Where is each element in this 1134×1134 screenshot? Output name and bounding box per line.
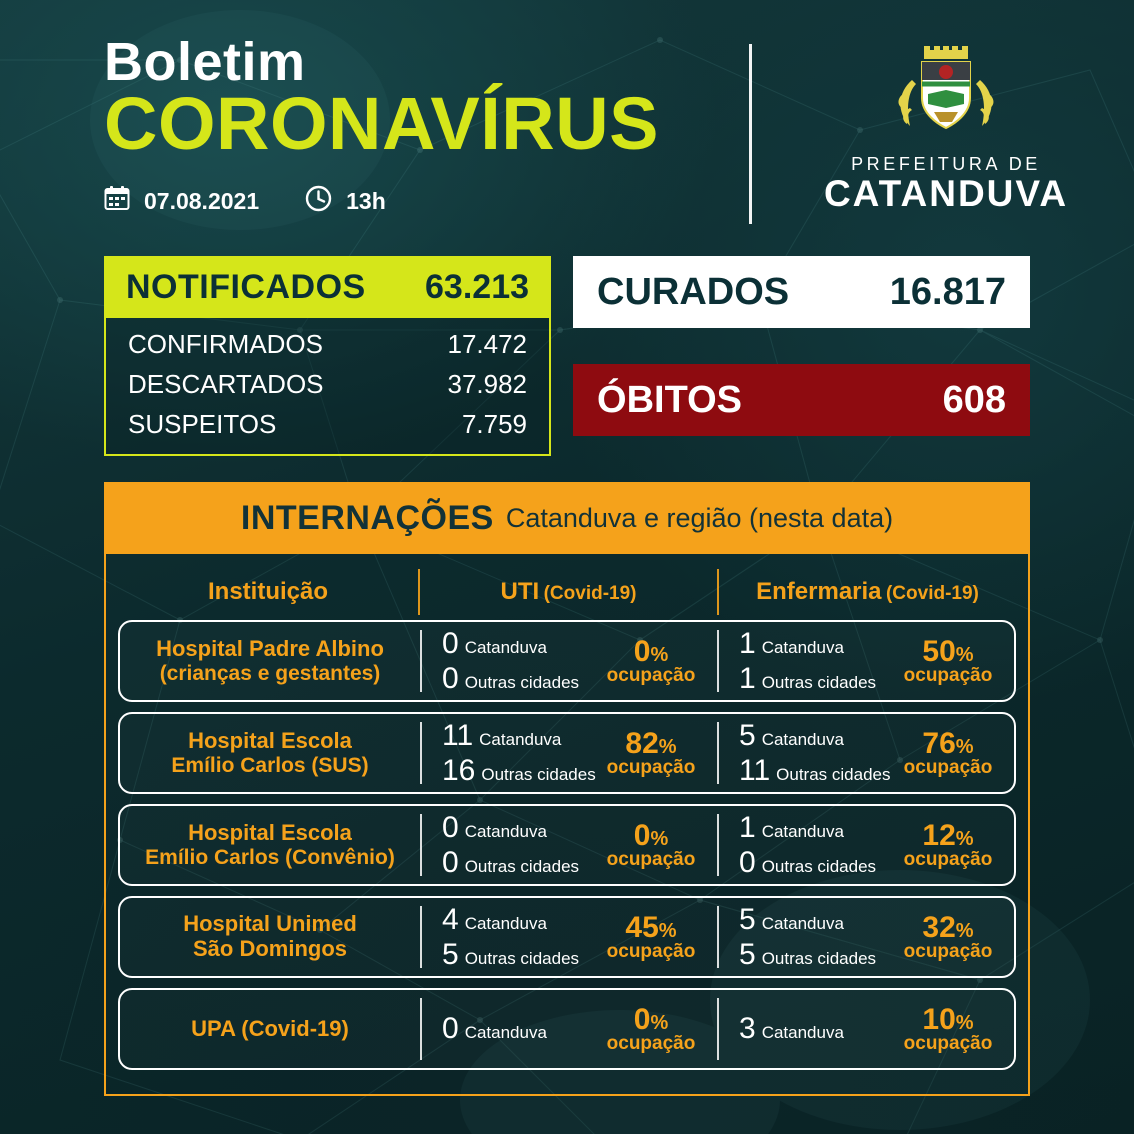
- curados-box: [573, 256, 1030, 328]
- notificados-breakdown: [104, 318, 551, 456]
- report-date: 07.08.2021: [144, 187, 260, 214]
- catanduva-label: Catanduva: [479, 729, 562, 749]
- institution-name: UPA (Covid-19): [191, 1015, 349, 1041]
- percent-sign: %: [658, 736, 677, 758]
- enfermaria-counts: [739, 811, 876, 880]
- calendar-icon: [104, 185, 130, 217]
- column-divider: [418, 569, 420, 615]
- page-title-secondary: CORONAVÍRUS: [104, 81, 660, 165]
- occupancy-label: ocupação: [606, 757, 696, 778]
- row-institution: [120, 622, 420, 700]
- header-divider: [749, 44, 752, 224]
- catanduva-label: Catanduva: [761, 729, 844, 749]
- enf-outras-value: 5: [739, 937, 756, 971]
- enf-occupancy-value: 10: [922, 1003, 956, 1036]
- count-line-catanduva: [739, 719, 891, 753]
- count-line-outras: [442, 754, 596, 788]
- list-item: [128, 364, 527, 404]
- curados-label: CURADOS: [597, 270, 790, 313]
- count-line-outras: [739, 846, 876, 880]
- enfermaria-occupancy: [896, 819, 1000, 871]
- occupancy-label: ocupação: [903, 941, 993, 962]
- count-line-catanduva: [442, 719, 596, 753]
- internacoes-title: INTERNAÇÕES: [240, 498, 494, 537]
- enfermaria-counts: [739, 627, 876, 696]
- percent-sign: %: [955, 1012, 974, 1034]
- count-line-catanduva: [442, 627, 579, 661]
- outras-label: Outras cidades: [464, 948, 580, 968]
- enf-occupancy-value: 50: [922, 635, 956, 668]
- count-line-outras: [442, 846, 579, 880]
- outras-label: Outras cidades: [776, 764, 891, 784]
- percent-sign: %: [955, 644, 974, 666]
- count-line-outras: [739, 662, 876, 696]
- row-uti: [420, 990, 717, 1068]
- catanduva-label: Catanduva: [761, 913, 844, 933]
- catanduva-label: Catanduva: [761, 637, 844, 657]
- institution-subname: Emílio Carlos (Convênio): [145, 845, 395, 869]
- list-item: [128, 324, 527, 364]
- uti-counts: [442, 811, 579, 880]
- percent-sign: %: [650, 644, 669, 666]
- occupancy-label: ocupação: [606, 665, 696, 686]
- count-line-catanduva: [442, 811, 579, 845]
- row-enfermaria: [717, 806, 1014, 884]
- curados-obitos-group: [573, 256, 1030, 456]
- confirmados-label: CONFIRMADOS: [128, 329, 323, 359]
- date-time-row: [104, 185, 729, 218]
- count-line-catanduva: [739, 903, 876, 937]
- brand-prefix: PREFEITURA DE: [851, 154, 1041, 174]
- uti-occupancy: [599, 635, 703, 687]
- coat-of-arms-icon: [816, 48, 1076, 144]
- clock-icon: [305, 185, 332, 218]
- table-row: [118, 988, 1016, 1070]
- count-line-catanduva: [739, 627, 876, 661]
- row-enfermaria: [717, 714, 1014, 792]
- suspeitos-value: 7.759: [461, 409, 528, 439]
- enf-catanduva-value: 1: [739, 810, 756, 844]
- uti-outras-value: 0: [442, 661, 459, 695]
- uti-counts: [442, 1012, 547, 1046]
- outras-label: Outras cidades: [761, 672, 877, 692]
- catanduva-label: Catanduva: [464, 1023, 547, 1042]
- enfermaria-occupancy: [896, 635, 1000, 687]
- column-header-institution: [118, 578, 418, 606]
- enf-outras-value: 0: [739, 845, 756, 879]
- uti-occupancy: [599, 819, 703, 871]
- outras-label: Outras cidades: [761, 856, 877, 876]
- internacoes-table: [104, 554, 1030, 1096]
- column-header-institution-label: Instituição: [207, 578, 328, 605]
- uti-occupancy-value: 45: [625, 911, 659, 944]
- row-institution: [120, 806, 420, 884]
- occupancy-label: ocupação: [903, 665, 993, 686]
- column-header-enfermaria-note: (Covid-19): [885, 583, 979, 604]
- row-uti: [420, 898, 717, 976]
- uti-catanduva-value: 4: [442, 902, 459, 936]
- confirmados-value: 17.472: [447, 329, 528, 359]
- suspeitos-label: SUSPEITOS: [128, 409, 277, 439]
- count-line-catanduva: [739, 811, 876, 845]
- obitos-box: [573, 364, 1030, 436]
- row-uti: [420, 714, 717, 792]
- obitos-label: ÓBITOS: [597, 378, 743, 421]
- report-time: 13h: [346, 187, 386, 214]
- uti-counts: [442, 903, 579, 972]
- institution-name: Hospital Unimed: [183, 911, 357, 937]
- percent-sign: %: [650, 828, 669, 850]
- occupancy-label: ocupação: [606, 849, 696, 870]
- institution-name: Hospital Escola: [188, 727, 352, 753]
- percent-sign: %: [658, 920, 677, 942]
- notificados-label: NOTIFICADOS: [126, 267, 366, 306]
- table-row: [118, 804, 1016, 886]
- enf-occupancy-value: 12: [922, 819, 956, 852]
- uti-occupancy: [599, 911, 703, 963]
- column-header-uti-note: (Covid-19): [543, 583, 637, 604]
- institution-name: Hospital Escola: [188, 819, 352, 845]
- notificados-value: 63.213: [425, 267, 530, 306]
- occupancy-label: ocupação: [606, 1033, 696, 1054]
- poster-header: [0, 0, 1134, 224]
- uti-catanduva-value: 0: [442, 810, 459, 844]
- percent-sign: %: [650, 1012, 669, 1034]
- uti-catanduva-value: 11: [442, 718, 474, 752]
- column-header-enfermaria-label: Enfermaria: [756, 578, 882, 605]
- occupancy-label: ocupação: [606, 941, 696, 962]
- obitos-value: 608: [942, 378, 1006, 421]
- institution-subname: Emílio Carlos (SUS): [171, 753, 369, 777]
- row-enfermaria: [717, 622, 1014, 700]
- uti-counts: [442, 627, 579, 696]
- enf-catanduva-value: 3: [739, 1012, 756, 1045]
- enfermaria-counts: [739, 903, 876, 972]
- institution-subname: (crianças e gestantes): [159, 661, 381, 685]
- percent-sign: %: [955, 736, 974, 758]
- catanduva-label: Catanduva: [761, 1023, 844, 1042]
- table-row: [118, 712, 1016, 794]
- enf-catanduva-value: 5: [739, 902, 756, 936]
- enf-catanduva-value: 1: [739, 626, 756, 660]
- table-column-headers: [118, 564, 1016, 620]
- row-enfermaria: [717, 898, 1014, 976]
- curados-value: 16.817: [889, 270, 1006, 313]
- percent-sign: %: [955, 828, 974, 850]
- column-header-enfermaria: [719, 578, 1016, 606]
- internacoes-section: [104, 482, 1030, 1096]
- descartados-value: 37.982: [447, 369, 528, 399]
- uti-occupancy-value: 0: [633, 635, 651, 668]
- count-line-catanduva: [442, 1012, 547, 1046]
- enf-outras-value: 1: [739, 661, 756, 695]
- uti-outras-value: 16: [442, 753, 476, 787]
- count-line-catanduva: [442, 903, 579, 937]
- outras-label: Outras cidades: [464, 672, 580, 692]
- city-brand: [816, 34, 1076, 214]
- uti-occupancy: [599, 727, 703, 779]
- notificados-box: [104, 256, 551, 318]
- outras-label: Outras cidades: [761, 948, 877, 968]
- notificados-group: [104, 256, 551, 456]
- uti-occupancy-value: 82: [625, 727, 659, 760]
- enfermaria-counts: [739, 719, 891, 788]
- occupancy-label: ocupação: [903, 1033, 993, 1054]
- occupancy-label: ocupação: [903, 757, 993, 778]
- enfermaria-counts: [739, 1012, 844, 1046]
- enfermaria-occupancy: [896, 727, 1000, 779]
- summary-stats: [0, 224, 1134, 456]
- title-block: [104, 34, 729, 218]
- list-item: [128, 404, 527, 444]
- uti-outras-value: 5: [442, 937, 459, 971]
- enf-occupancy-value: 32: [922, 911, 956, 944]
- catanduva-label: Catanduva: [464, 913, 547, 933]
- page-title-primary: Boletim: [104, 32, 306, 92]
- uti-occupancy-value: 0: [633, 1003, 651, 1036]
- institution-name: Hospital Padre Albino: [156, 635, 384, 661]
- internacoes-header: [104, 482, 1030, 554]
- enf-outras-value: 11: [739, 753, 771, 787]
- outras-label: Outras cidades: [464, 856, 580, 876]
- column-divider: [717, 569, 719, 615]
- enf-occupancy-value: 76: [922, 727, 956, 760]
- uti-catanduva-value: 0: [442, 1012, 459, 1045]
- uti-occupancy: [599, 1003, 703, 1055]
- count-line-outras: [739, 938, 876, 972]
- brand-city: CATANDUVA: [823, 173, 1069, 214]
- catanduva-label: Catanduva: [761, 821, 844, 841]
- uti-occupancy-value: 0: [633, 819, 651, 852]
- row-uti: [420, 622, 717, 700]
- institution-subname: São Domingos: [192, 936, 347, 961]
- uti-catanduva-value: 0: [442, 626, 459, 660]
- enfermaria-occupancy: [896, 911, 1000, 963]
- row-enfermaria: [717, 990, 1014, 1068]
- uti-counts: [442, 719, 596, 788]
- count-line-outras: [442, 938, 579, 972]
- column-header-uti-label: UTI: [500, 578, 540, 605]
- catanduva-label: Catanduva: [464, 637, 547, 657]
- enf-catanduva-value: 5: [739, 718, 756, 752]
- count-line-outras: [739, 754, 891, 788]
- table-row: [118, 620, 1016, 702]
- descartados-label: DESCARTADOS: [128, 369, 324, 399]
- row-institution: [120, 898, 420, 976]
- count-line-catanduva: [739, 1012, 844, 1046]
- internacoes-subtitle: Catanduva e região (nesta data): [505, 502, 894, 533]
- percent-sign: %: [955, 920, 974, 942]
- column-header-uti: [420, 578, 717, 606]
- row-uti: [420, 806, 717, 884]
- outras-label: Outras cidades: [481, 764, 596, 784]
- occupancy-label: ocupação: [903, 849, 993, 870]
- row-institution: [120, 714, 420, 792]
- table-row: [118, 896, 1016, 978]
- uti-outras-value: 0: [442, 845, 459, 879]
- catanduva-label: Catanduva: [464, 821, 547, 841]
- row-institution: [120, 990, 420, 1068]
- count-line-outras: [442, 662, 579, 696]
- enfermaria-occupancy: [896, 1003, 1000, 1055]
